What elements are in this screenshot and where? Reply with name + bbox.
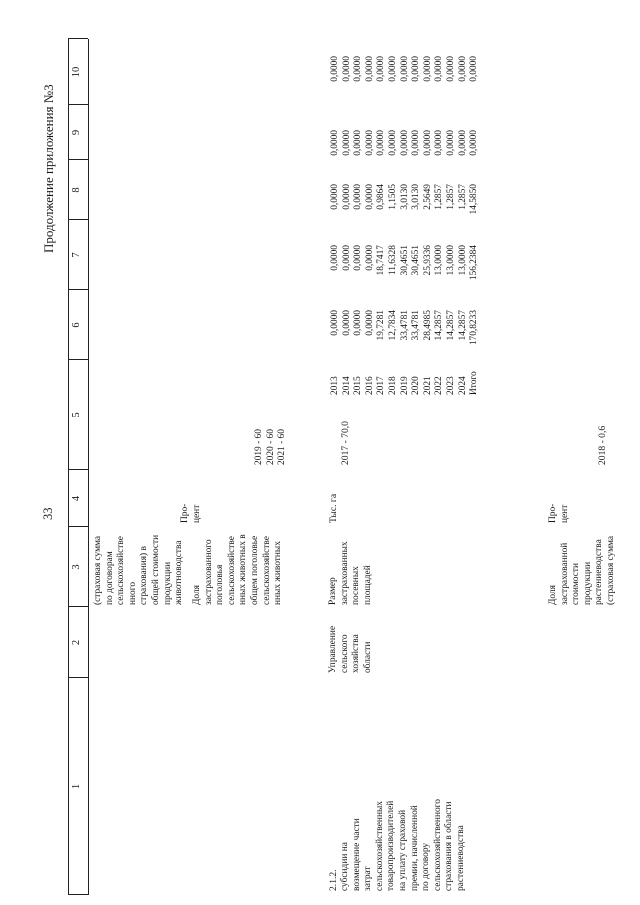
row0-col3-text: (страховая сумма по договорам сельскохозяйстве нного страхования) в общей стоимости продукции животноводства	[93, 534, 185, 605]
row2-target: 2017 - 70,0	[340, 421, 351, 465]
header-col-1: 1	[71, 783, 82, 790]
header-col-9: 9	[71, 129, 82, 136]
row1-unit: Про- цент	[180, 503, 202, 523]
row1-targets: 2019 - 60 2020 - 60 2021 - 60	[254, 429, 288, 465]
row2-col6-values: 0,0000 0,0000 0,0000 0,0000 19,7281 12,7834 33,4781 33,4781 28,4985 14,2857 14,2857 14,2857 170,8233	[330, 310, 480, 346]
row3-col3-text: Доля застрахованной стоимости продукции растениеводства (страховая сумма	[548, 535, 616, 605]
row3-unit: Про- цент	[548, 503, 570, 523]
row2-col3-text: Размер застрахованных посевных площадей	[328, 541, 373, 605]
row2-col10-values: 0,0000 0,0000 0,0000 0,0000 0,0000 0,0000 0,0000 0,0000 0,0000 0,0000 0,0000 0,0000 0,0000	[330, 56, 480, 82]
header-col-4: 4	[71, 495, 82, 502]
row1-col3-text: Доля застрахованного поголовья сельскохозяйстве нных животных в общем поголовье сельскохозяйстве нных животных	[192, 534, 284, 605]
row2-col7-values: 0,0000 0,0000 0,0000 0,0000 18,7417 11,6328 30,4651 30,4651 25,9336 13,0000 13,0000 13,0000 156,2384	[330, 245, 480, 281]
row2-number: 2.1.2.	[328, 869, 339, 891]
row3-target: 2018 - 0,6	[597, 425, 608, 465]
page-number: 33	[41, 507, 55, 520]
row2-col8-values: 0,0000 0,0000 0,0000 0,0000 0,9864 1,1505 3,0130 3,0130 2,5649 1,2857 1,2857 1,2857 14,5850	[330, 184, 480, 215]
header-col-2: 2	[71, 639, 82, 646]
row2-unit: Тыс. га	[328, 493, 339, 523]
continuation-title: Продолжение приложения №3	[41, 84, 56, 253]
header-col-8: 8	[71, 187, 82, 193]
header-col-10: 10	[71, 66, 82, 78]
row2-col9-values: 0,0000 0,0000 0,0000 0,0000 0,0000 0,0000 0,0000 0,0000 0,0000 0,0000 0,0000 0,0000 0,0000	[330, 130, 480, 156]
row2-years: 2013 2014 2015 2016 2017 2018 2019 2020 2021 2022 2023 2024 Итого	[330, 371, 480, 395]
header-col-6: 6	[71, 322, 82, 328]
header-col-7: 7	[71, 252, 82, 258]
header-col-3: 3	[71, 564, 82, 570]
row2-col1-text: субсидии на возмещение части затрат сельскохозяйственных товаропроизводителей на уплату страховой премии, начисленной по договору сельскохозяйственного страхования в области растениеводства	[340, 799, 466, 891]
row2-col2-text: Управление сельского хозяйства области	[328, 625, 373, 673]
header-col-5: 5	[71, 412, 82, 418]
